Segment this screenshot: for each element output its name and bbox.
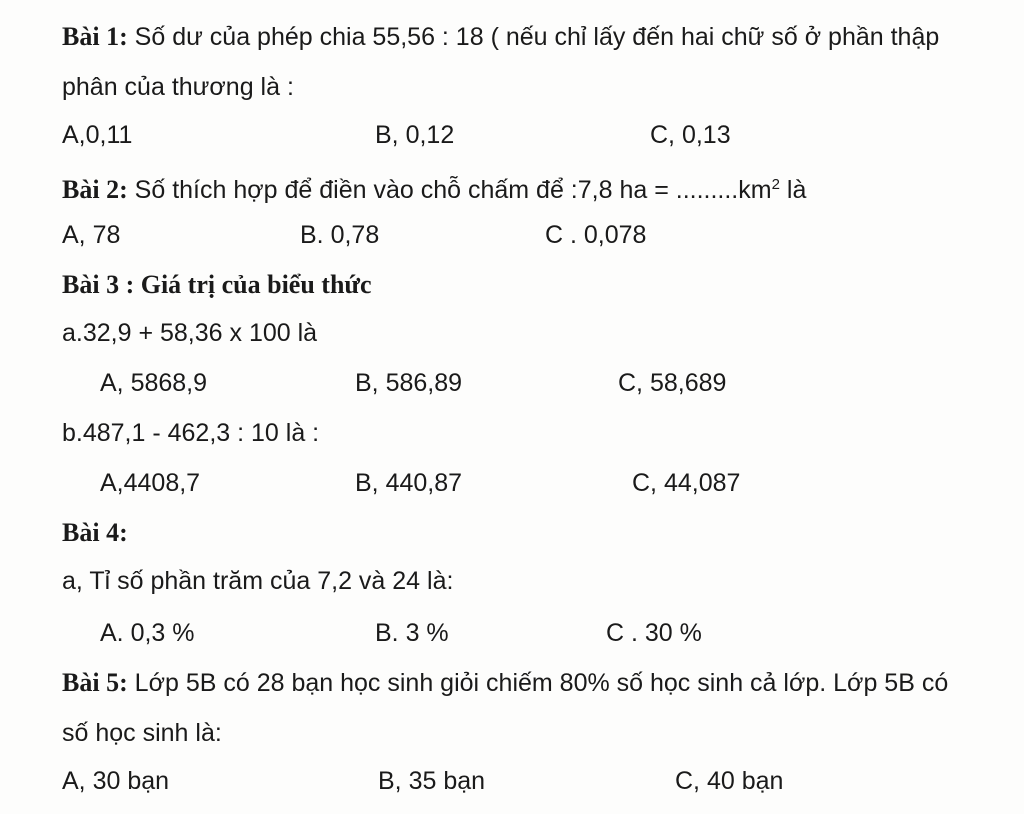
bai1-label: Bài 1: <box>62 22 128 51</box>
bai1-option-b: B, 0,12 <box>375 121 455 149</box>
bai1-text-line1: Số dư của phép chia 55,56 : 18 ( nếu chỉ lấy đến hai chữ số ở phần thập <box>127 23 940 51</box>
bai3-a-option-a: A, 5868,9 <box>100 369 208 397</box>
bai2-option-a: A, 78 <box>62 221 121 249</box>
bai3-a-option-b: B, 586,89 <box>355 369 463 397</box>
bai4-a-option-b: B. 3 % <box>375 619 449 647</box>
bai4-a-option-a: A. 0,3 % <box>100 619 195 647</box>
bai3-b-option-a: A,4408,7 <box>100 469 201 497</box>
bai5-option-c: C, 40 bạn <box>675 767 784 795</box>
bai3-heading <box>62 270 372 300</box>
bai5-question <box>62 668 948 698</box>
bai2-tail: là <box>779 176 807 204</box>
bai3-a-text: a.32,9 + 58,36 x 100 là <box>62 319 318 347</box>
bai5-option-a: A, 30 bạn <box>62 767 170 795</box>
bai3-title: Giá trị của biểu thức <box>134 270 372 299</box>
bai3-label: Bài 3 : <box>62 270 135 299</box>
bai4-heading <box>62 518 128 548</box>
bai1-option-a: A,0,11 <box>62 121 133 149</box>
bai5-text-line2: số học sinh là: <box>62 719 222 747</box>
bai2-text: Số thích hợp để điền vào chỗ chấm để :7,8 ha = .........km <box>127 176 772 204</box>
bai2-label: Bài 2: <box>62 175 128 204</box>
bai5-option-b: B, 35 bạn <box>378 767 486 795</box>
bai2-question <box>62 170 806 205</box>
bai1-text-line2: phân của thương là : <box>62 73 294 101</box>
bai1-question <box>62 22 939 52</box>
bai3-a-option-c: C, 58,689 <box>618 369 727 397</box>
bai2-option-c: C . 0,078 <box>545 221 647 249</box>
bai3-b-option-b: B, 440,87 <box>355 469 463 497</box>
bai5-text-line1: Lớp 5B có 28 bạn học sinh giỏi chiếm 80% số học sinh cả lớp. Lớp 5B có <box>127 669 949 697</box>
bai1-option-c: C, 0,13 <box>650 121 731 149</box>
bai2-option-b: B. 0,78 <box>300 221 380 249</box>
bai3-b-option-c: C, 44,087 <box>632 469 741 497</box>
bai2-superscript: 2 <box>771 176 780 193</box>
bai3-b-text: b.487,1 - 462,3 : 10 là : <box>62 419 320 447</box>
bai4-a-text: a, Tỉ số phần trăm của 7,2 và 24 là: <box>62 567 454 595</box>
bai4-label: Bài 4: <box>62 518 128 547</box>
bai5-label: Bài 5: <box>62 668 128 697</box>
bai4-a-option-c: C . 30 % <box>606 619 702 647</box>
